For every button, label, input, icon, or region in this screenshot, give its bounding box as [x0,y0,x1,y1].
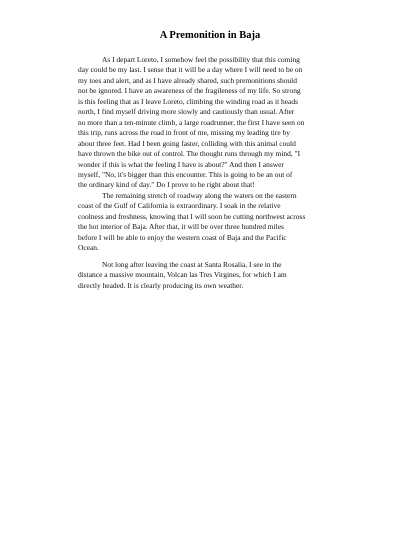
text-line: day could be my last. I sense that it will be a day where I will need to be on [78,65,303,75]
text-line: Ocean. [78,243,99,253]
text-line: directly headed. It is clearly producing its own weather. [78,280,244,290]
text-line: Not long after leaving the coast at Santa Rosalia, I see in the [102,259,282,269]
paragraph-2 [78,191,342,254]
text-line: coast of the Gulf of California is extraordinary. I soak in the relative [78,201,281,211]
text-line: the ordinary kind of day." Do I prove to be right about that! [78,180,255,190]
text-line: wonder if this is what the feeling I have is about?" And then I answer [78,159,284,169]
text-line: The remaining stretch of roadway along the waters on the eastern [102,190,297,200]
page-title: A Premonition in Baja [159,30,261,41]
text-line: distance a massive mountain, Volcan las Tres Virgines, for which I am [78,270,287,280]
text-line: not be ignored. I have an awareness of the fragileness of my life. So strong [78,86,301,96]
text-line: no more than a ten-minute climb, a large roadrunner, the first I have seen on [78,117,305,127]
text-line: myself, "No, it's bigger than this encounter. This is going to be an out of [78,169,293,179]
text-line: north, I find myself driving more slowly and cautiously than usual. After [78,107,295,117]
text-line: is this feeling that as I leave Loreto, climbing the winding road as it heads [78,96,298,106]
text-line: my toes and alert, and as I have already shared, such premonitions should [78,75,297,85]
text-line: about three feet. Had I been going faster, colliding with this animal could [78,138,296,148]
text-line: this trip, runs across the road in front of me, missing my leading tire by [78,128,290,138]
paragraph-1 [78,55,342,191]
document-body [78,55,342,291]
paragraph-3 [78,260,342,291]
text-line: the hot interior of Baja. After that, it will be over three hundred miles [78,222,284,232]
text-line: As I depart Loreto, I somehow feel the possibility that this coming [102,55,300,64]
text-line: have thrown the bike out of control. The thought runs through my mind, "I [78,149,301,159]
text-line: before I will be able to enjoy the western coast of Baja and the Pacific [78,232,287,242]
text-line: coolness and freshness, knowing that I will soon be cutting northwest across [78,211,306,221]
